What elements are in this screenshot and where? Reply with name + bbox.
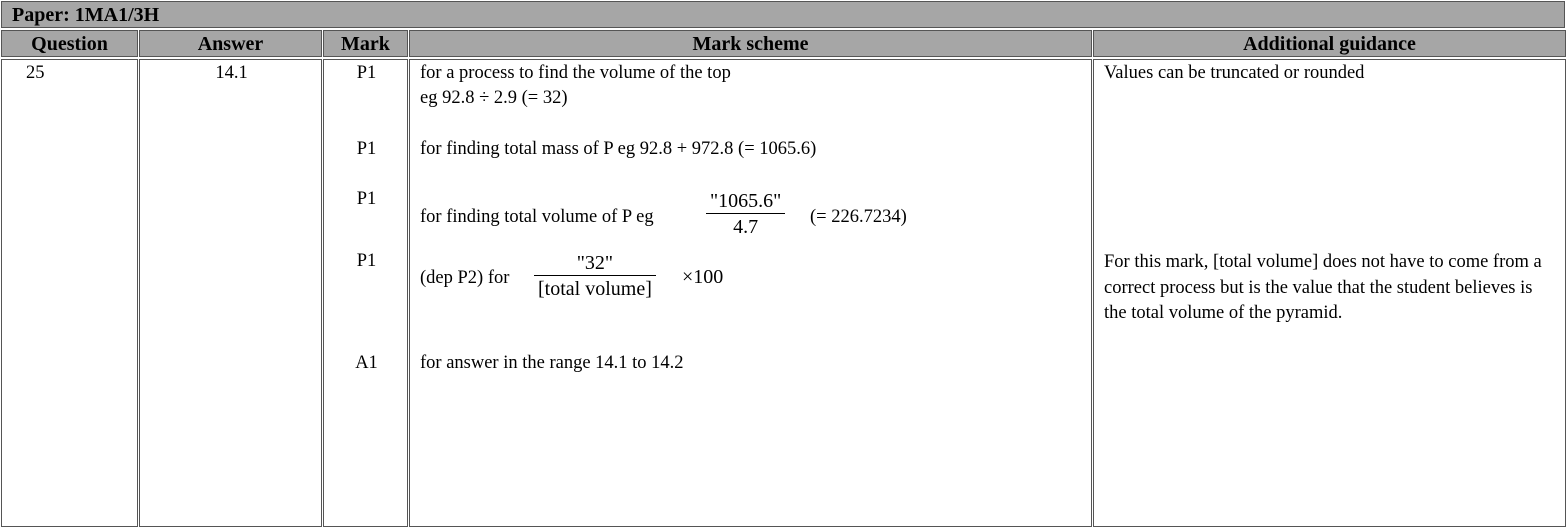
mark-3: P1 (356, 189, 377, 209)
header-question: Question (1, 30, 138, 57)
question-number: 25 (26, 63, 45, 83)
additional-guidance-cell (1093, 59, 1566, 527)
volume-fraction (706, 189, 785, 240)
mark-4: P1 (356, 251, 377, 271)
scheme-line-4-prefix: (dep P2) for (420, 268, 510, 288)
scheme-line-5: for answer in the range 14.1 to 14.2 (420, 353, 684, 373)
question-cell (1, 59, 138, 527)
guidance-1: Values can be truncated or rounded (1104, 63, 1365, 83)
header-additional-guidance: Additional guidance (1093, 30, 1566, 57)
paper-title: Paper: 1MA1/3H (12, 4, 160, 26)
volume-fraction-denominator: 4.7 (706, 213, 785, 240)
volume-fraction-numerator: "1065.6" (710, 190, 782, 212)
scheme-line-1a: for a process to find the volume of the top (420, 63, 731, 83)
mark-scheme-cell (409, 59, 1092, 527)
scheme-line-1b: eg 92.8 ÷ 2.9 (= 32) (420, 88, 568, 108)
percentage-fraction-numerator: "32" (576, 252, 614, 274)
mark-5: A1 (355, 353, 378, 373)
scheme-line-3-prefix: for finding total volume of P eg (420, 207, 654, 227)
header-answer: Answer (139, 30, 322, 57)
answer-value: 14.1 (215, 63, 248, 83)
header-mark: Mark (323, 30, 408, 57)
header-mark-scheme: Mark scheme (409, 30, 1092, 57)
scheme-line-2: for finding total mass of P eg 92.8 + 972.8 (= 1065.6) (420, 139, 817, 159)
answer-cell (139, 59, 322, 527)
paper-title-bar (1, 1, 1565, 28)
scheme-line-3-suffix: (= 226.7234) (810, 207, 907, 227)
scheme-line-4-suffix: ×100 (682, 266, 724, 288)
mark-cell (323, 59, 408, 527)
mark-1: P1 (356, 63, 377, 83)
percentage-fraction (534, 251, 656, 302)
guidance-2: For this mark, [total volume] does not have to come from a correct process but is the value that the student believes is the total volume of the pyramid. (1104, 252, 1542, 323)
percentage-fraction-denominator: [total volume] (534, 275, 656, 302)
mark-2: P1 (356, 139, 377, 159)
